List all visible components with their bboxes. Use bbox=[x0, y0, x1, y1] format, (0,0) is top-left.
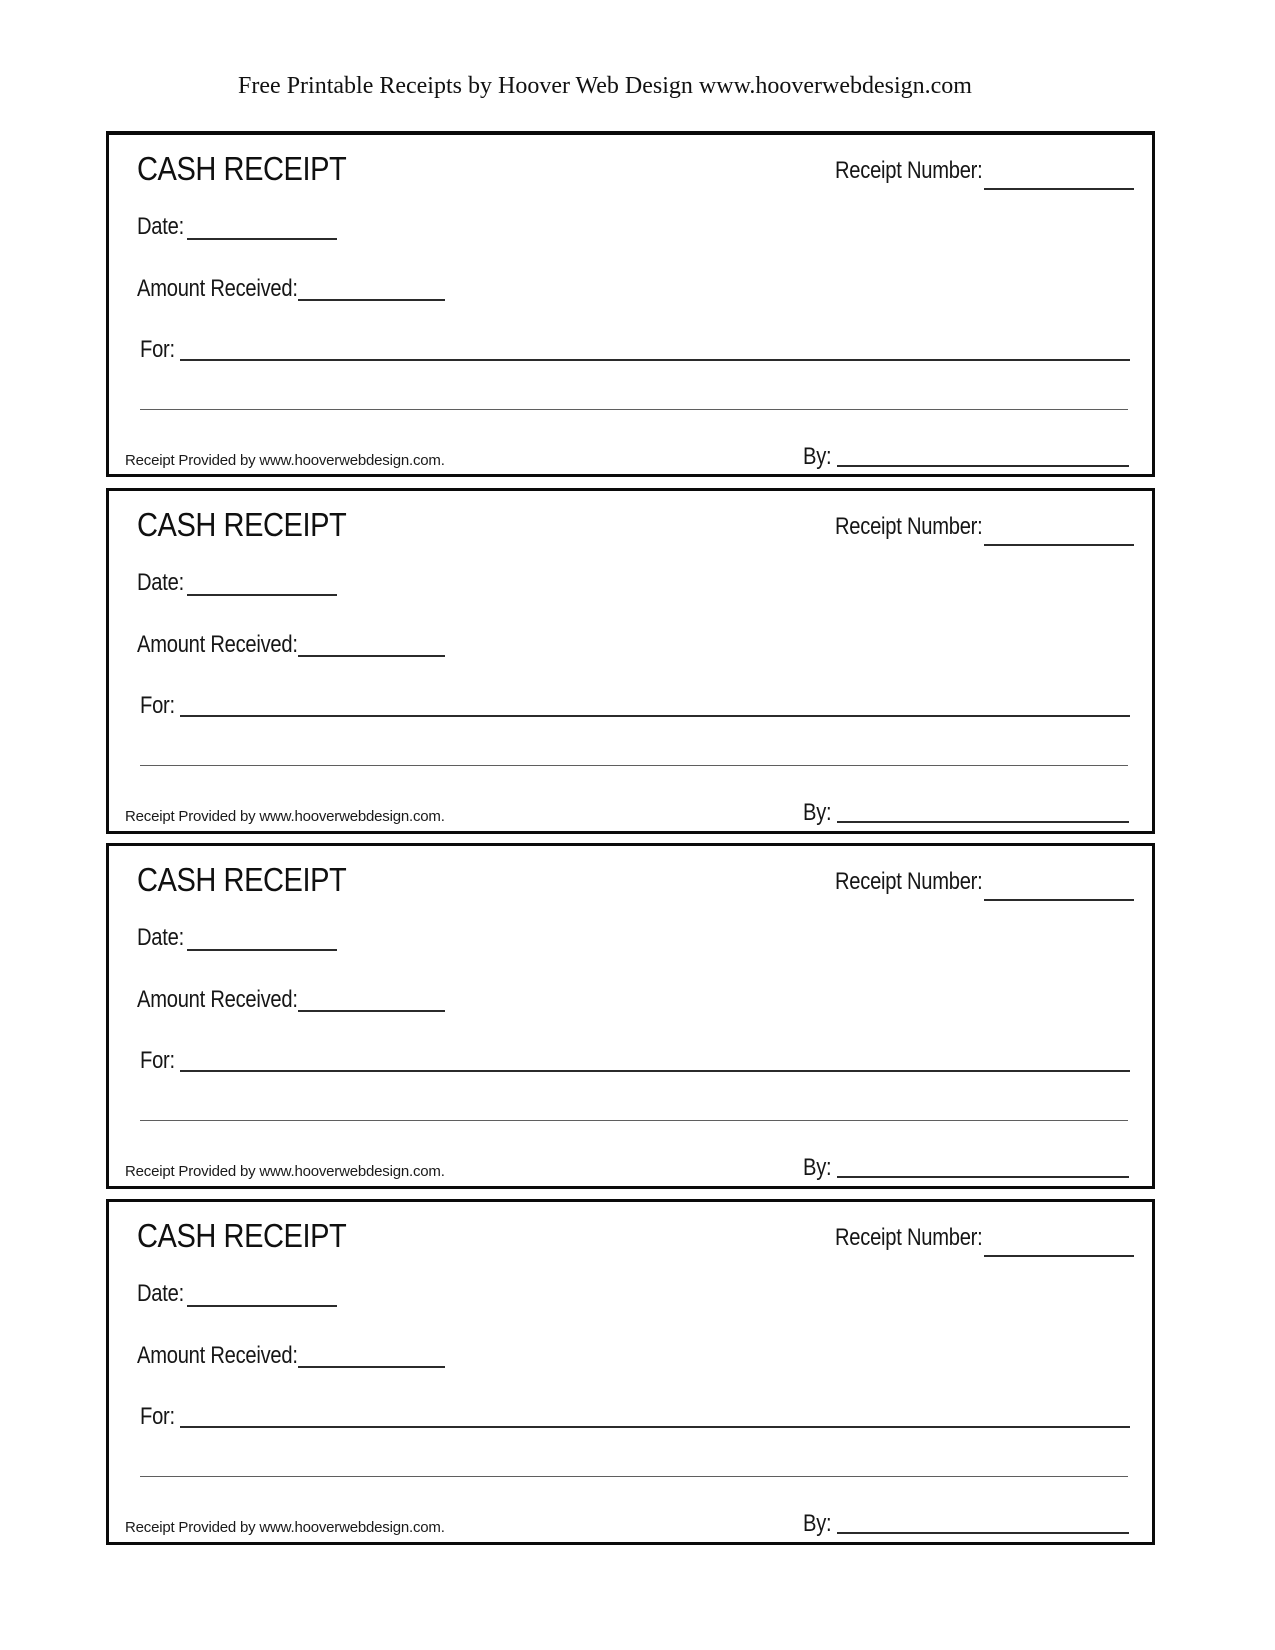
date-line bbox=[187, 594, 337, 596]
by-line bbox=[837, 465, 1129, 467]
receipt-number-label: Receipt Number: bbox=[835, 513, 983, 540]
date-label: Date: bbox=[137, 213, 184, 240]
for-label: For: bbox=[140, 336, 175, 363]
by-line bbox=[837, 821, 1129, 823]
for-line bbox=[180, 1426, 1130, 1428]
receipt-number-line bbox=[984, 899, 1134, 901]
cash-receipt-block bbox=[106, 843, 1155, 1189]
date-label: Date: bbox=[137, 569, 184, 596]
for-continuation-line bbox=[140, 1120, 1128, 1121]
for-label: For: bbox=[140, 1047, 175, 1074]
receipt-title: CASH RECEIPT bbox=[137, 861, 347, 898]
by-label: By: bbox=[803, 1510, 832, 1537]
for-continuation-line bbox=[140, 1476, 1128, 1477]
for-line bbox=[180, 359, 1130, 361]
date-line bbox=[187, 238, 337, 240]
date-label: Date: bbox=[137, 924, 184, 951]
amount-received-line bbox=[298, 299, 445, 301]
amount-received-label: Amount Received: bbox=[137, 631, 298, 658]
by-label: By: bbox=[803, 1154, 832, 1181]
by-label: By: bbox=[803, 443, 832, 470]
receipt-number-line bbox=[984, 1255, 1134, 1257]
amount-received-line bbox=[298, 1366, 445, 1368]
receipt-title: CASH RECEIPT bbox=[137, 1217, 347, 1254]
receipt-title: CASH RECEIPT bbox=[137, 150, 347, 187]
cash-receipt-block bbox=[106, 488, 1155, 834]
receipt-number-line bbox=[984, 188, 1134, 190]
receipt-number-line bbox=[984, 544, 1134, 546]
receipt-number-label: Receipt Number: bbox=[835, 1224, 983, 1251]
amount-received-label: Amount Received: bbox=[137, 986, 298, 1013]
by-line bbox=[837, 1532, 1129, 1534]
for-label: For: bbox=[140, 692, 175, 719]
amount-received-line bbox=[298, 655, 445, 657]
provided-by-text: Receipt Provided by www.hooverwebdesign.com. bbox=[125, 1519, 445, 1536]
provided-by-text: Receipt Provided by www.hooverwebdesign.com. bbox=[125, 452, 445, 469]
date-line bbox=[187, 1305, 337, 1307]
for-continuation-line bbox=[140, 409, 1128, 410]
date-label: Date: bbox=[137, 1280, 184, 1307]
for-continuation-line bbox=[140, 765, 1128, 766]
by-label: By: bbox=[803, 799, 832, 826]
page-header-credit: Free Printable Receipts by Hoover Web Design www.hooverwebdesign.com bbox=[238, 73, 972, 99]
provided-by-text: Receipt Provided by www.hooverwebdesign.com. bbox=[125, 1163, 445, 1180]
for-line bbox=[180, 715, 1130, 717]
cash-receipt-block bbox=[106, 1199, 1155, 1545]
for-label: For: bbox=[140, 1403, 175, 1430]
amount-received-label: Amount Received: bbox=[137, 1342, 298, 1369]
receipt-title: CASH RECEIPT bbox=[137, 506, 347, 543]
date-line bbox=[187, 949, 337, 951]
provided-by-text: Receipt Provided by www.hooverwebdesign.com. bbox=[125, 808, 445, 825]
by-line bbox=[837, 1176, 1129, 1178]
receipt-number-label: Receipt Number: bbox=[835, 868, 983, 895]
receipt-number-label: Receipt Number: bbox=[835, 157, 983, 184]
for-line bbox=[180, 1070, 1130, 1072]
amount-received-label: Amount Received: bbox=[137, 275, 298, 302]
amount-received-line bbox=[298, 1010, 445, 1012]
cash-receipt-block bbox=[106, 131, 1155, 477]
